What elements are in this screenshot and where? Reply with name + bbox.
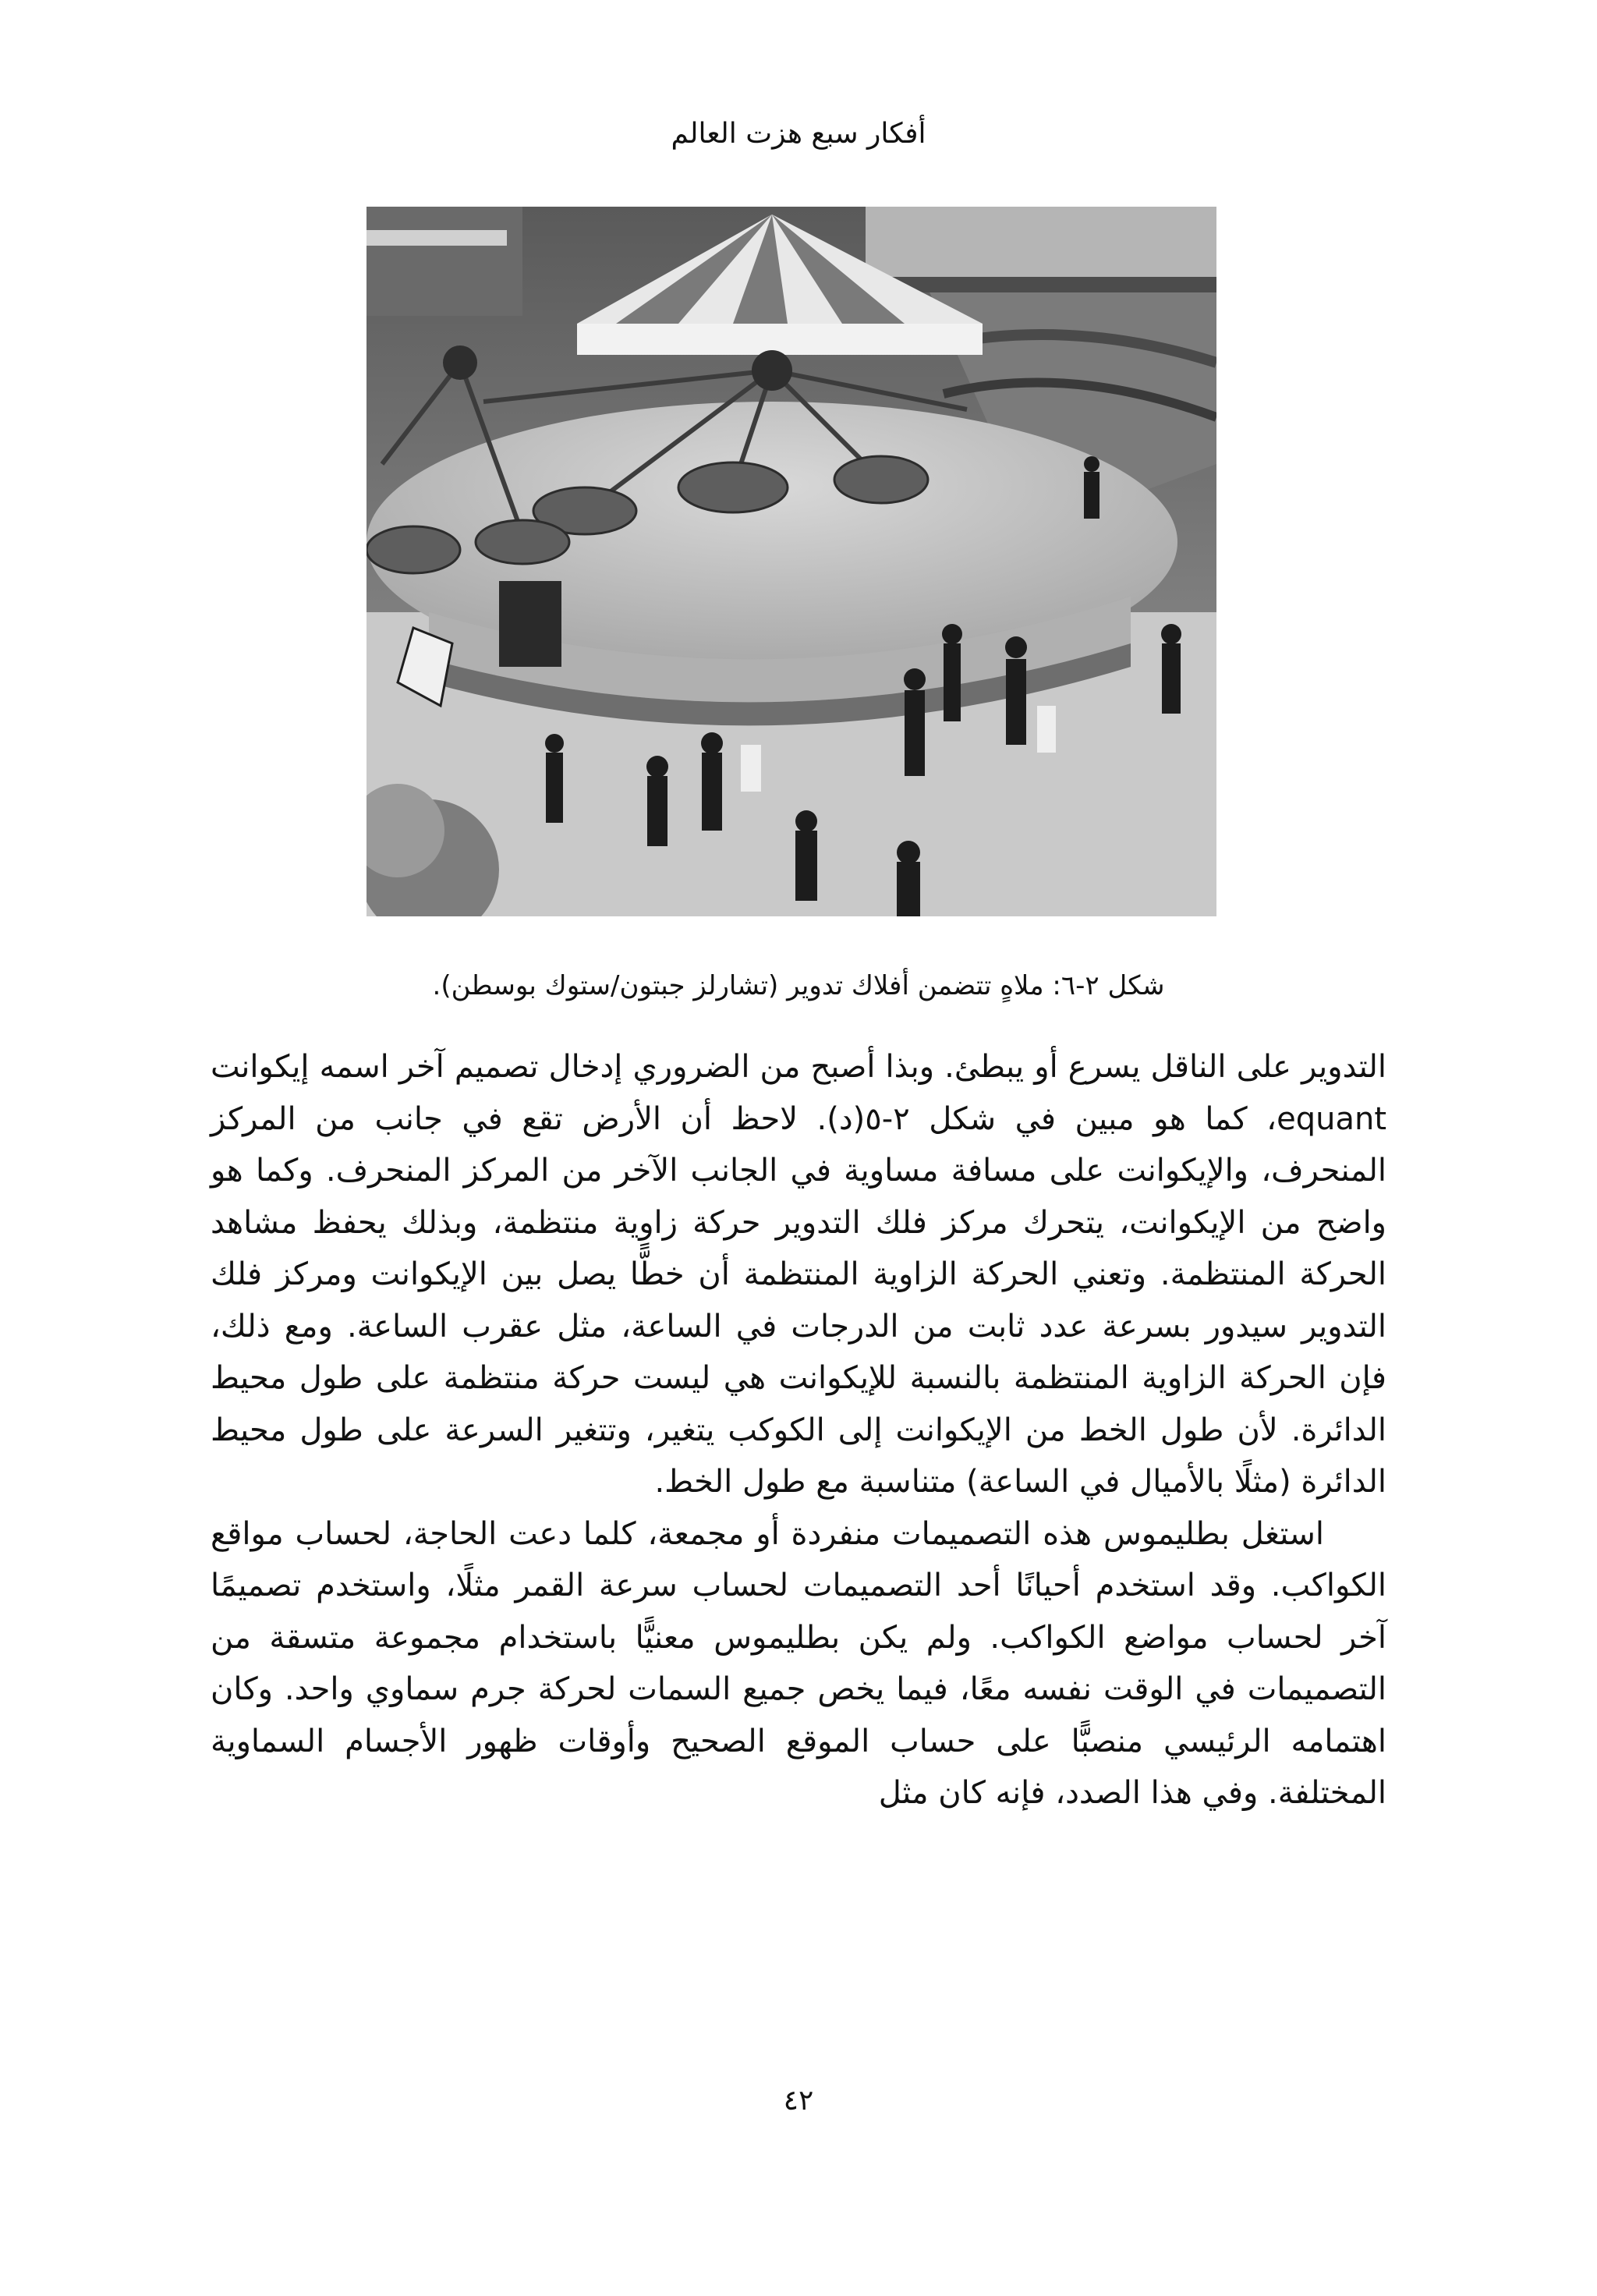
paragraph: التدوير على الناقل يسرع أو يبطئ. وبذا أصبح من الضروري إدخال تصميم آخر اسمه إيكوانت equant، كما هو مبين في شكل ٢-٥(د). لاحظ أن الأرض تقع في جانب من المركز المنحرف، والإيكوانت على مسافة مساوية في الجانب الآخر من المركز المنحرف. وكما هو واضح من الإيكوانت، يتحرك مركز فلك التدوير حركة زاوية منتظمة، وبذلك يحفظ مشاهد الحركة المنتظمة. وتعني الحركة الزاوية المنتظمة أن خطًّا يصل بين الإيكوانت ومركز فلك التدوير سيدور بسرعة عدد ثابت من الدرجات في الساعة، مثل عقرب الساعة. ومع ذلك، فإن الحركة الزاوية المنتظمة بالنسبة للإيكوانت هي ليست حركة منتظمة على طول محيط الدائرة. لأن طول الخط من الإيكوانت إلى الكوكب يتغير، وتتغير السرعة على طول محيط الدائرة (مثلًا بالأميال في الساعة) متناسبة مع طول الخط. <box>211 1049 1387 1500</box>
running-header: أفكار سبع هزت العالم <box>671 118 926 150</box>
photo-illustration <box>366 207 1216 916</box>
body-text <box>211 1041 1386 1819</box>
paragraph: استغل بطليموس هذه التصميمات منفردة أو مجمعة، كلما دعت الحاجة، لحساب مواقع الكواكب. وقد استخدم أحيانًا أحد التصميمات لحساب سرعة القمر مثلًا، واستخدم تصميمًا آخر لحساب مواضع الكواكب. ولم يكن بطليموس معنيًّا باستخدام مجموعة متسقة من التصميمات في الوقت نفسه معًا، فيما يخص جميع السمات لحركة جرم سماوي واحد. وكان اهتمامه الرئيسي منصبًّا على حساب الموقع الصحيح وأوقات ظهور الأجسام السماوية المختلفة. وفي هذا الصدد، فإنه كان مثل <box>211 1515 1386 1811</box>
page-number: ٤٢ <box>783 2085 814 2117</box>
figure-caption: شكل ٢-٦: ملاهٍ تتضمن أفلاك تدوير (تشارلز جبتون/ستوك بوسطن). <box>432 970 1165 1001</box>
figure-photo-amusement-ride <box>366 207 1216 916</box>
